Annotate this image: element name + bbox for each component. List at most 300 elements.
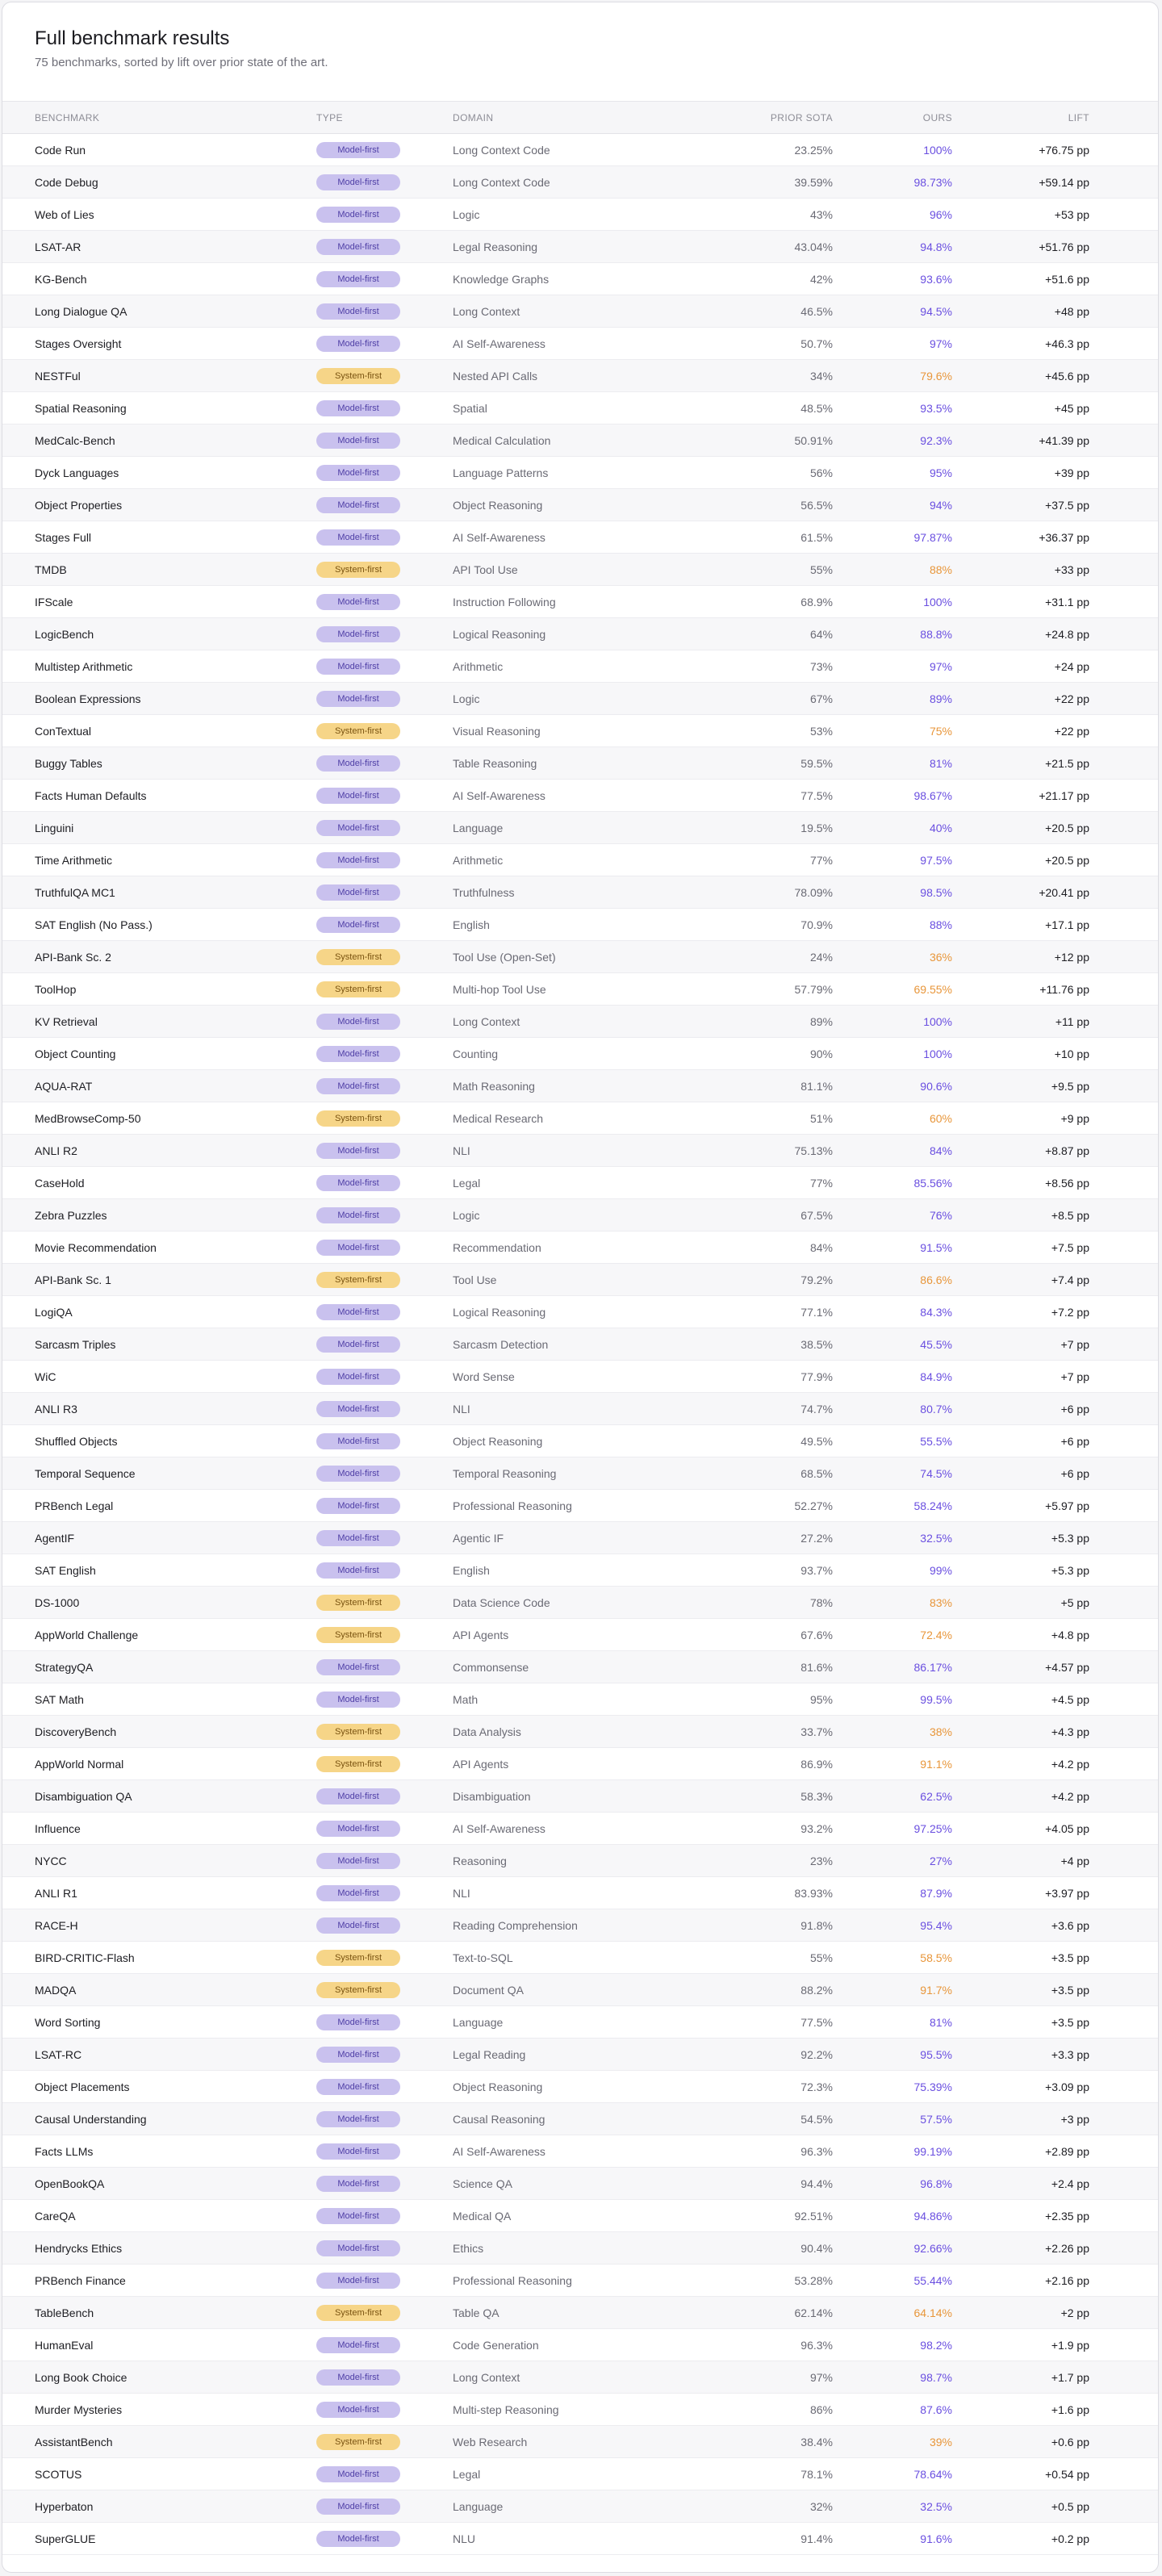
benchmark-name: Causal Understanding — [2, 2103, 316, 2135]
benchmark-type — [316, 2135, 453, 2168]
benchmark-name: Shuffled Objects — [2, 1425, 316, 1457]
benchmark-name: TMDB — [2, 554, 316, 586]
prior-sota-value: 77.1% — [718, 1296, 833, 1328]
benchmark-type — [316, 1619, 453, 1651]
prior-sota-value: 73% — [718, 650, 833, 683]
benchmark-name: Code Debug — [2, 166, 316, 199]
benchmark-name: Stages Full — [2, 521, 316, 554]
benchmark-domain: Nested API Calls — [453, 360, 718, 392]
table-row — [2, 941, 1159, 973]
table-row — [2, 1522, 1159, 1554]
row-spacer — [1089, 2297, 1159, 2329]
column-header-benchmark[interactable]: BENCHMARK — [2, 102, 316, 134]
benchmark-name: WiC — [2, 1361, 316, 1393]
benchmark-type — [316, 554, 453, 586]
benchmark-name: Multistep Arithmetic — [2, 650, 316, 683]
column-header-type[interactable]: TYPE — [316, 102, 453, 134]
type-badge: Model-first — [316, 1466, 400, 1482]
benchmark-type — [316, 199, 453, 231]
benchmark-domain: Counting — [453, 1038, 718, 1070]
prior-sota-value: 23.25% — [718, 134, 833, 166]
benchmark-name: LogicBench — [2, 618, 316, 650]
prior-sota-value: 53% — [718, 715, 833, 747]
row-spacer — [1089, 1587, 1159, 1619]
lift-value: +7 pp — [952, 1361, 1089, 1393]
table-row — [2, 424, 1159, 457]
benchmark-domain: Code Generation — [453, 2329, 718, 2361]
benchmark-domain: English — [453, 909, 718, 941]
benchmark-domain: Multi-step Reasoning — [453, 2394, 718, 2426]
table-row — [2, 1974, 1159, 2006]
row-spacer — [1089, 1232, 1159, 1264]
lift-value: +6 pp — [952, 1457, 1089, 1490]
prior-sota-value: 32% — [718, 2490, 833, 2523]
prior-sota-value: 56.5% — [718, 489, 833, 521]
benchmark-name: Word Sorting — [2, 2006, 316, 2039]
benchmark-name: LogiQA — [2, 1296, 316, 1328]
benchmark-name: Zebra Puzzles — [2, 1199, 316, 1232]
ours-value: 99% — [833, 1554, 952, 1587]
benchmark-domain: Long Context Code — [453, 134, 718, 166]
prior-sota-value: 38.4% — [718, 2426, 833, 2458]
benchmark-type — [316, 650, 453, 683]
table-row — [2, 1232, 1159, 1264]
benchmark-domain: Sarcasm Detection — [453, 1328, 718, 1361]
ours-value: 78.64% — [833, 2458, 952, 2490]
benchmark-domain: Table QA — [453, 2297, 718, 2329]
benchmark-domain: AI Self-Awareness — [453, 328, 718, 360]
benchmark-domain: Object Reasoning — [453, 2071, 718, 2103]
ours-value: 100% — [833, 1006, 952, 1038]
benchmark-type — [316, 166, 453, 199]
type-badge: Model-first — [316, 207, 400, 223]
type-badge: Model-first — [316, 2466, 400, 2482]
ours-value: 96.8% — [833, 2168, 952, 2200]
row-spacer — [1089, 1683, 1159, 1716]
lift-value: +1.7 pp — [952, 2361, 1089, 2394]
benchmark-name: OpenBookQA — [2, 2168, 316, 2200]
table-row — [2, 1845, 1159, 1877]
benchmark-type — [316, 1974, 453, 2006]
row-spacer — [1089, 1167, 1159, 1199]
benchmark-domain: Arithmetic — [453, 844, 718, 876]
ours-value: 83% — [833, 1587, 952, 1619]
benchmark-type — [316, 1780, 453, 1813]
type-badge: Model-first — [316, 2273, 400, 2289]
ours-value: 87.6% — [833, 2394, 952, 2426]
table-row — [2, 1102, 1159, 1135]
lift-value: +4.8 pp — [952, 1619, 1089, 1651]
benchmark-type — [316, 2329, 453, 2361]
type-badge: Model-first — [316, 1336, 400, 1353]
prior-sota-value: 86.9% — [718, 1748, 833, 1780]
row-spacer — [1089, 1716, 1159, 1748]
table-row — [2, 1070, 1159, 1102]
column-header-lift[interactable]: LIFT — [952, 102, 1089, 134]
benchmark-domain: Arithmetic — [453, 650, 718, 683]
benchmark-domain: AI Self-Awareness — [453, 2135, 718, 2168]
row-spacer — [1089, 360, 1159, 392]
prior-sota-value: 79.2% — [718, 1264, 833, 1296]
lift-value: +2.16 pp — [952, 2264, 1089, 2297]
row-spacer — [1089, 650, 1159, 683]
lift-value: +5.97 pp — [952, 1490, 1089, 1522]
lift-value: +21.17 pp — [952, 780, 1089, 812]
lift-value: +3.3 pp — [952, 2039, 1089, 2071]
column-header-ours[interactable]: OURS — [833, 102, 952, 134]
benchmark-name: PRBench Legal — [2, 1490, 316, 1522]
row-spacer — [1089, 199, 1159, 231]
benchmark-domain: Professional Reasoning — [453, 1490, 718, 1522]
ours-value: 57.5% — [833, 2103, 952, 2135]
benchmark-domain: Math Reasoning — [453, 1070, 718, 1102]
row-spacer — [1089, 2039, 1159, 2071]
benchmark-type — [316, 2426, 453, 2458]
ours-value: 92.3% — [833, 424, 952, 457]
ours-value: 88% — [833, 554, 952, 586]
benchmark-type — [316, 1909, 453, 1942]
row-spacer — [1089, 1651, 1159, 1683]
benchmark-name: ANLI R3 — [2, 1393, 316, 1425]
table-row — [2, 166, 1159, 199]
benchmark-name: LSAT-AR — [2, 231, 316, 263]
prior-sota-value: 58.3% — [718, 1780, 833, 1813]
ours-value: 81% — [833, 747, 952, 780]
benchmark-type — [316, 231, 453, 263]
prior-sota-value: 67% — [718, 683, 833, 715]
type-badge: Model-first — [316, 400, 400, 416]
table-row — [2, 1199, 1159, 1232]
row-spacer — [1089, 2329, 1159, 2361]
type-badge: Model-first — [316, 497, 400, 513]
lift-value: +59.14 pp — [952, 166, 1089, 199]
prior-sota-value: 46.5% — [718, 295, 833, 328]
ours-value: 91.5% — [833, 1232, 952, 1264]
benchmark-domain: Object Reasoning — [453, 489, 718, 521]
type-badge: Model-first — [316, 1788, 400, 1804]
type-badge: Model-first — [316, 917, 400, 933]
benchmark-type — [316, 392, 453, 424]
benchmark-name: Temporal Sequence — [2, 1457, 316, 1490]
type-badge: Model-first — [316, 1078, 400, 1094]
ours-value: 99.5% — [833, 1683, 952, 1716]
benchmark-name: Buggy Tables — [2, 747, 316, 780]
benchmark-name: MADQA — [2, 1974, 316, 2006]
lift-value: +48 pp — [952, 295, 1089, 328]
table-row — [2, 2103, 1159, 2135]
benchmark-name: IFScale — [2, 586, 316, 618]
type-badge: System-first — [316, 1982, 400, 1998]
benchmark-type — [316, 941, 453, 973]
prior-sota-value: 42% — [718, 263, 833, 295]
benchmark-type — [316, 1006, 453, 1038]
type-badge: Model-first — [316, 2143, 400, 2160]
benchmark-name: Object Placements — [2, 2071, 316, 2103]
row-spacer — [1089, 1199, 1159, 1232]
ours-value: 55.5% — [833, 1425, 952, 1457]
ours-value: 90.6% — [833, 1070, 952, 1102]
table-row — [2, 2168, 1159, 2200]
benchmark-domain: Long Context — [453, 295, 718, 328]
type-badge: Model-first — [316, 1692, 400, 1708]
benchmark-name: Web of Lies — [2, 199, 316, 231]
type-badge: Model-first — [316, 2531, 400, 2547]
ours-value: 98.2% — [833, 2329, 952, 2361]
type-badge: System-first — [316, 2434, 400, 2450]
row-spacer — [1089, 1877, 1159, 1909]
benchmark-name: LSAT-RC — [2, 2039, 316, 2071]
benchmark-name: SAT English — [2, 1554, 316, 1587]
benchmark-domain: Logical Reasoning — [453, 1296, 718, 1328]
lift-value: +17.1 pp — [952, 909, 1089, 941]
benchmark-domain: Professional Reasoning — [453, 2264, 718, 2297]
lift-value: +3.5 pp — [952, 2006, 1089, 2039]
prior-sota-value: 43% — [718, 199, 833, 231]
table-row — [2, 747, 1159, 780]
prior-sota-value: 75.13% — [718, 1135, 833, 1167]
type-badge: Model-first — [316, 1175, 400, 1191]
benchmark-type — [316, 2039, 453, 2071]
lift-value: +45.6 pp — [952, 360, 1089, 392]
benchmark-domain: Data Science Code — [453, 1587, 718, 1619]
lift-value: +4.3 pp — [952, 1716, 1089, 1748]
prior-sota-value: 78.09% — [718, 876, 833, 909]
benchmark-domain: AI Self-Awareness — [453, 780, 718, 812]
type-badge: Model-first — [316, 2079, 400, 2095]
row-spacer — [1089, 2006, 1159, 2039]
table-row — [2, 1264, 1159, 1296]
table-row — [2, 521, 1159, 554]
benchmark-type — [316, 715, 453, 747]
benchmark-type — [316, 1651, 453, 1683]
row-spacer — [1089, 2458, 1159, 2490]
benchmark-name: Long Book Choice — [2, 2361, 316, 2394]
row-spacer — [1089, 1102, 1159, 1135]
benchmark-name: Object Properties — [2, 489, 316, 521]
benchmark-domain: Disambiguation — [453, 1780, 718, 1813]
benchmark-type — [316, 424, 453, 457]
lift-value: +0.5 pp — [952, 2490, 1089, 2523]
benchmark-name: AssistantBench — [2, 2426, 316, 2458]
row-spacer — [1089, 909, 1159, 941]
benchmark-type — [316, 586, 453, 618]
benchmark-name: PRBench Finance — [2, 2264, 316, 2297]
type-badge: Model-first — [316, 1853, 400, 1869]
table-row — [2, 457, 1159, 489]
lift-value: +24 pp — [952, 650, 1089, 683]
row-spacer — [1089, 973, 1159, 1006]
benchmark-name: SAT Math — [2, 1683, 316, 1716]
benchmark-domain: Medical Research — [453, 1102, 718, 1135]
table-row — [2, 1877, 1159, 1909]
table-row — [2, 2297, 1159, 2329]
lift-value: +8.87 pp — [952, 1135, 1089, 1167]
lift-value: +4 pp — [952, 1845, 1089, 1877]
table-row — [2, 1748, 1159, 1780]
lift-value: +1.6 pp — [952, 2394, 1089, 2426]
row-spacer — [1089, 554, 1159, 586]
ours-value: 32.5% — [833, 2490, 952, 2523]
lift-value: +46.3 pp — [952, 328, 1089, 360]
benchmark-type — [316, 1522, 453, 1554]
prior-sota-value: 91.8% — [718, 1909, 833, 1942]
benchmark-name: ANLI R1 — [2, 1877, 316, 1909]
benchmark-name: Spatial Reasoning — [2, 392, 316, 424]
ours-value: 84% — [833, 1135, 952, 1167]
table-row — [2, 263, 1159, 295]
table-row — [2, 2394, 1159, 2426]
type-badge: Model-first — [316, 2208, 400, 2224]
lift-value: +39 pp — [952, 457, 1089, 489]
prior-sota-value: 77% — [718, 1167, 833, 1199]
lift-value: +53 pp — [952, 199, 1089, 231]
row-spacer — [1089, 1006, 1159, 1038]
prior-sota-value: 94.4% — [718, 2168, 833, 2200]
type-badge: System-first — [316, 1272, 400, 1288]
row-spacer — [1089, 328, 1159, 360]
lift-value: +2 pp — [952, 2297, 1089, 2329]
benchmark-domain: Causal Reasoning — [453, 2103, 718, 2135]
lift-value: +36.37 pp — [952, 521, 1089, 554]
type-badge: Model-first — [316, 239, 400, 255]
benchmark-domain: Agentic IF — [453, 1522, 718, 1554]
type-badge: Model-first — [316, 1240, 400, 1256]
prior-sota-value: 92.51% — [718, 2200, 833, 2232]
lift-value: +41.39 pp — [952, 424, 1089, 457]
ours-value: 100% — [833, 134, 952, 166]
type-badge: Model-first — [316, 142, 400, 158]
benchmark-name: KV Retrieval — [2, 1006, 316, 1038]
benchmark-domain: Logic — [453, 683, 718, 715]
lift-value: +0.54 pp — [952, 2458, 1089, 2490]
benchmark-name: AppWorld Challenge — [2, 1619, 316, 1651]
benchmark-name: AQUA-RAT — [2, 1070, 316, 1102]
ours-value: 38% — [833, 1716, 952, 1748]
benchmark-domain: Math — [453, 1683, 718, 1716]
table-row — [2, 2039, 1159, 2071]
benchmark-name: DS-1000 — [2, 1587, 316, 1619]
table-row — [2, 134, 1159, 166]
row-spacer — [1089, 1909, 1159, 1942]
benchmark-domain: AI Self-Awareness — [453, 521, 718, 554]
benchmark-type — [316, 1167, 453, 1199]
prior-sota-value: 77% — [718, 844, 833, 876]
ours-value: 58.24% — [833, 1490, 952, 1522]
type-badge: System-first — [316, 1724, 400, 1740]
benchmark-domain: Long Context — [453, 2361, 718, 2394]
results-card — [2, 2, 1159, 2573]
row-spacer — [1089, 457, 1159, 489]
table-row — [2, 618, 1159, 650]
ours-value: 86.17% — [833, 1651, 952, 1683]
ours-value: 94.5% — [833, 295, 952, 328]
row-spacer — [1089, 1296, 1159, 1328]
row-spacer — [1089, 586, 1159, 618]
benchmark-type — [316, 2264, 453, 2297]
table-row — [2, 812, 1159, 844]
benchmark-domain: Text-to-SQL — [453, 1942, 718, 1974]
lift-value: +3.5 pp — [952, 1942, 1089, 1974]
benchmark-domain: API Agents — [453, 1748, 718, 1780]
prior-sota-value: 53.28% — [718, 2264, 833, 2297]
lift-value: +0.2 pp — [952, 2523, 1089, 2555]
row-spacer — [1089, 1619, 1159, 1651]
type-badge: Model-first — [316, 433, 400, 449]
table-row — [2, 328, 1159, 360]
type-badge: System-first — [316, 1756, 400, 1772]
ours-value: 85.56% — [833, 1167, 952, 1199]
type-badge: Model-first — [316, 2240, 400, 2256]
prior-sota-value: 78% — [718, 1587, 833, 1619]
benchmark-name: Long Dialogue QA — [2, 295, 316, 328]
column-header-prior-sota[interactable]: PRIOR SOTA — [718, 102, 833, 134]
row-spacer — [1089, 1038, 1159, 1070]
prior-sota-value: 23% — [718, 1845, 833, 1877]
type-badge: Model-first — [316, 884, 400, 901]
ours-value: 100% — [833, 1038, 952, 1070]
benchmark-name: Hendrycks Ethics — [2, 2232, 316, 2264]
type-badge: System-first — [316, 1110, 400, 1127]
lift-value: +10 pp — [952, 1038, 1089, 1070]
lift-value: +4.05 pp — [952, 1813, 1089, 1845]
row-spacer — [1089, 812, 1159, 844]
ours-value: 62.5% — [833, 1780, 952, 1813]
lift-value: +3.5 pp — [952, 1974, 1089, 2006]
benchmark-domain: Logic — [453, 1199, 718, 1232]
prior-sota-value: 78.1% — [718, 2458, 833, 2490]
benchmark-domain: Web Research — [453, 2426, 718, 2458]
benchmark-domain: Tool Use (Open-Set) — [453, 941, 718, 973]
column-header-spacer — [1089, 102, 1159, 134]
table-row — [2, 1393, 1159, 1425]
ours-value: 75% — [833, 715, 952, 747]
ours-value: 95.5% — [833, 2039, 952, 2071]
row-spacer — [1089, 2490, 1159, 2523]
ours-value: 27% — [833, 1845, 952, 1877]
ours-value: 32.5% — [833, 1522, 952, 1554]
type-badge: Model-first — [316, 2111, 400, 2127]
benchmark-domain: Language — [453, 2490, 718, 2523]
benchmark-name: ConTextual — [2, 715, 316, 747]
table-row — [2, 876, 1159, 909]
table-row — [2, 554, 1159, 586]
prior-sota-value: 88.2% — [718, 1974, 833, 2006]
lift-value: +5.3 pp — [952, 1554, 1089, 1587]
prior-sota-value: 91.4% — [718, 2523, 833, 2555]
table-row — [2, 1328, 1159, 1361]
benchmark-domain: Legal — [453, 2458, 718, 2490]
benchmark-domain: AI Self-Awareness — [453, 1813, 718, 1845]
ours-value: 98.73% — [833, 166, 952, 199]
row-spacer — [1089, 1328, 1159, 1361]
prior-sota-value: 38.5% — [718, 1328, 833, 1361]
table-row — [2, 2264, 1159, 2297]
benchmark-name: MedCalc-Bench — [2, 424, 316, 457]
table-row — [2, 1651, 1159, 1683]
row-spacer — [1089, 2168, 1159, 2200]
table-header — [2, 102, 1159, 134]
benchmark-type — [316, 909, 453, 941]
table-row — [2, 2329, 1159, 2361]
benchmark-domain: NLI — [453, 1135, 718, 1167]
prior-sota-value: 83.93% — [718, 1877, 833, 1909]
prior-sota-value: 74.7% — [718, 1393, 833, 1425]
row-spacer — [1089, 2426, 1159, 2458]
column-header-domain[interactable]: DOMAIN — [453, 102, 718, 134]
type-badge: System-first — [316, 949, 400, 965]
benchmark-type — [316, 1361, 453, 1393]
ours-value: 79.6% — [833, 360, 952, 392]
